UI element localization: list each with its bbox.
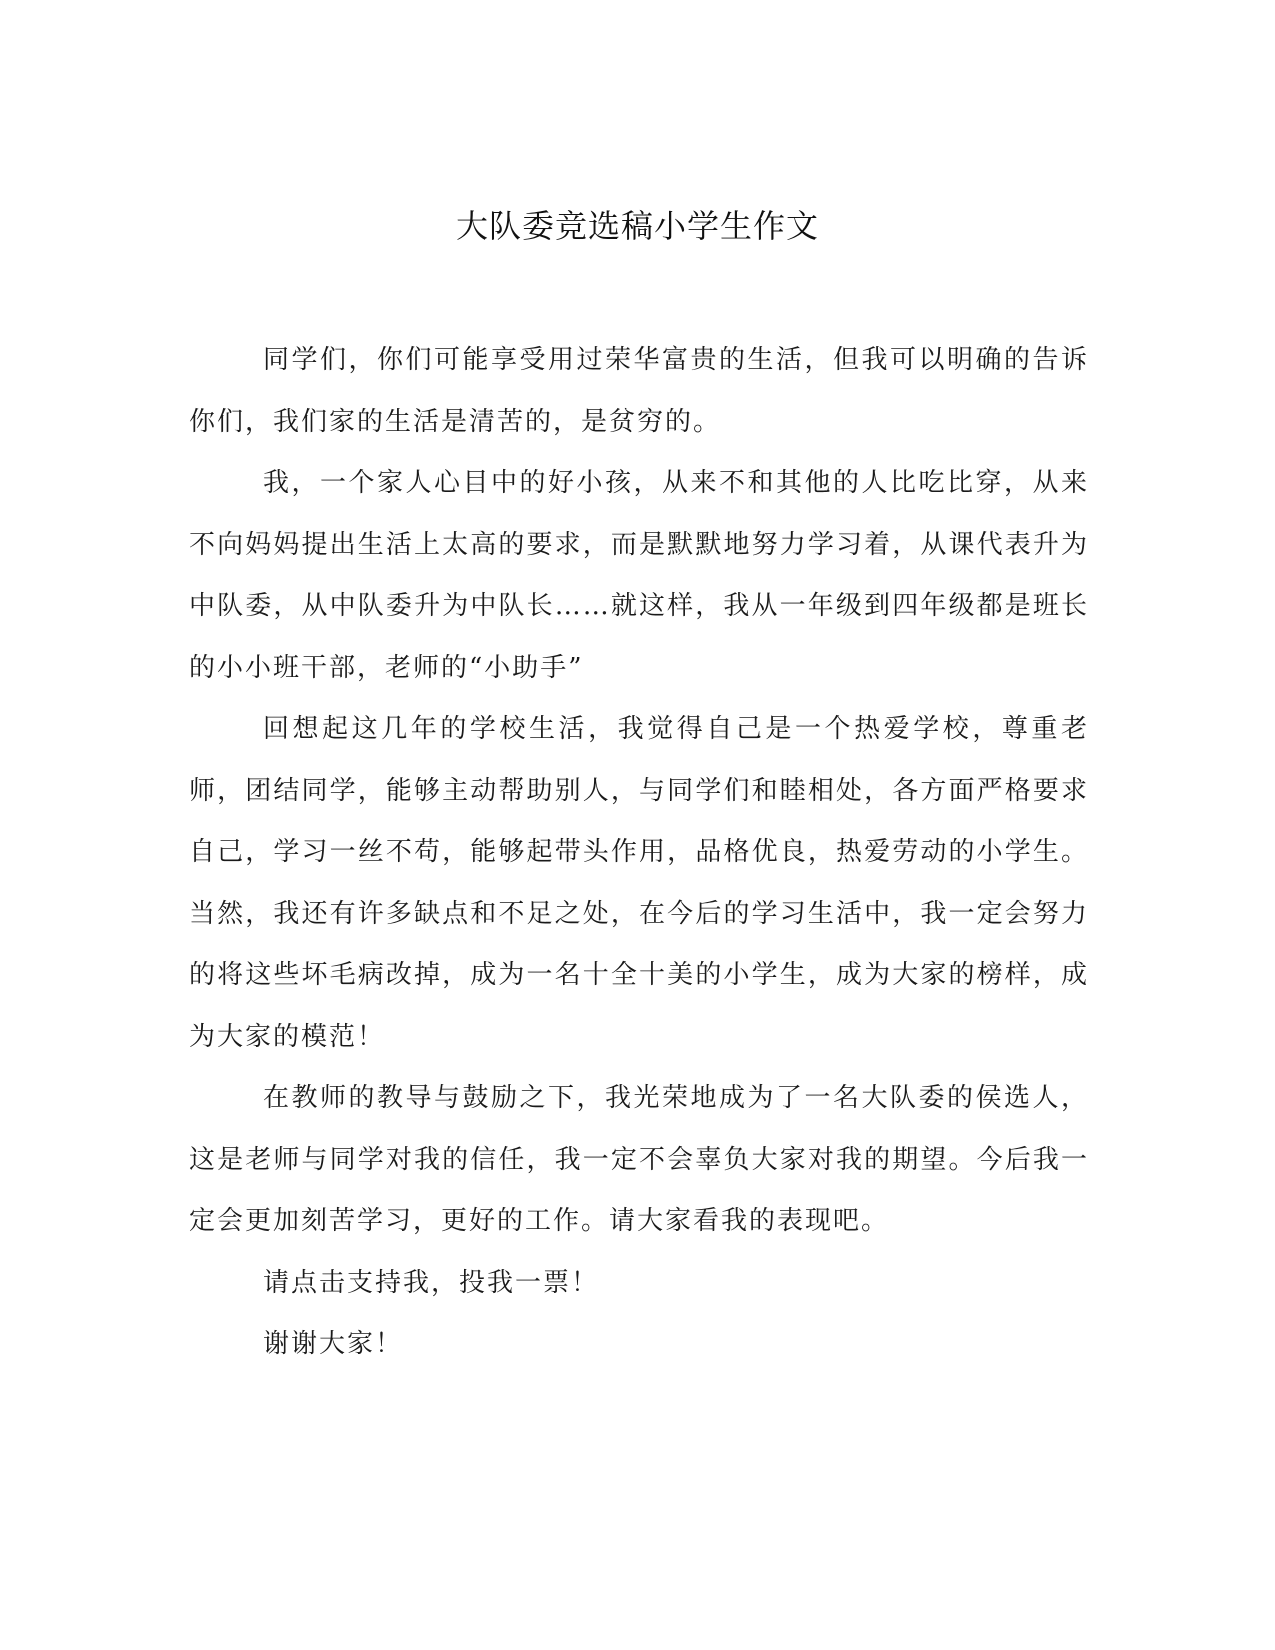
document-body: [189, 330, 1089, 1376]
paragraph-4: 在教师的教导与鼓励之下，我光荣地成为了一名大队委的侯选人，这是老师与同学对我的信任，我一定不会辜负大家对我的期望。今后我一定会更加刻苦学习，更好的工作。请大家看我的表现吧。: [189, 1083, 1089, 1236]
paragraph-1: 同学们，你们可能享受用过荣华富贵的生活，但我可以明确的告诉你们，我们家的生活是清苦的，是贫穷的。: [189, 345, 1089, 437]
paragraph-6: 谢谢大家！: [263, 1329, 404, 1359]
paragraph-3: 回想起这几年的学校生活，我觉得自己是一个热爱学校，尊重老师，团结同学，能够主动帮助别人，与同学们和睦相处，各方面严格要求自己，学习一丝不苟，能够起带头作用，品格优良，热爱劳动的小学生。当然，我还有许多缺点和不足之处，在今后的学习生活中，我一定会努力的将这些坏毛病改掉，成为一名十全十美的小学生，成为大家的榜样，成为大家的模范！: [189, 714, 1089, 1052]
paragraph-2: 我，一个家人心目中的好小孩，从来不和其他的人比吃比穿，从来不向妈妈提出生活上太高的要求，而是默默地努力学习着，从课代表升为中队委，从中队委升为中队长……就这样，我从一年级到四年级都是班长的小小班干部，老师的“小助手”: [189, 468, 1089, 683]
paragraph-5: 请点击支持我，投我一票！: [263, 1267, 600, 1298]
document-title: 大队委竞选稿小学生作文: [455, 207, 819, 245]
